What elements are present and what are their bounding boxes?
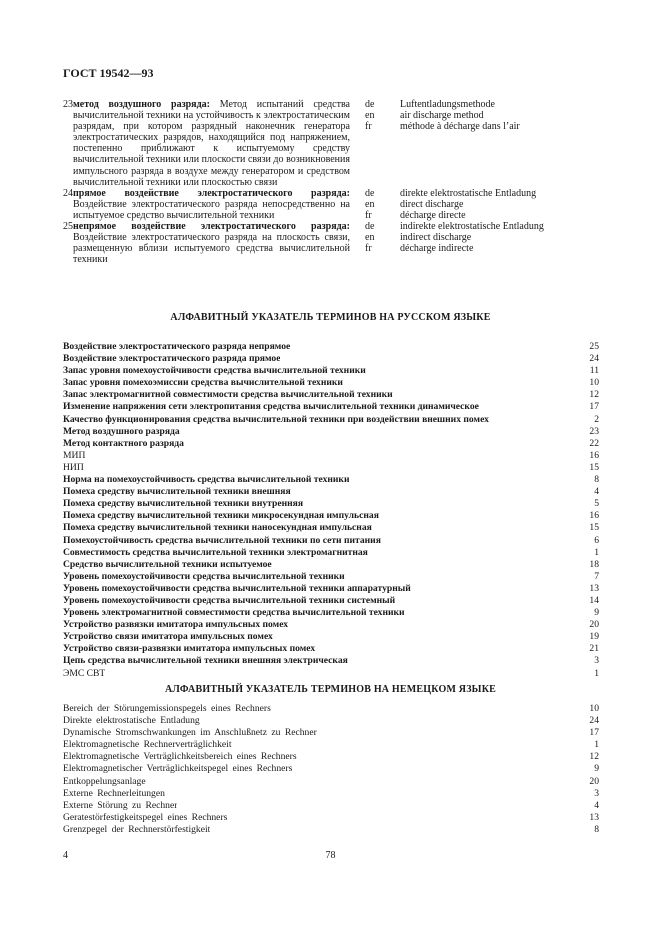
index-term-number: 9 <box>594 607 599 619</box>
index-entry <box>63 739 599 751</box>
index-term-number: 15 <box>589 461 599 473</box>
definition-text <box>73 188 350 221</box>
index-term-number: 13 <box>589 811 599 823</box>
definition-term: метод воздушного разряда: <box>73 99 210 110</box>
index-entry <box>63 763 599 775</box>
index-entry <box>63 751 599 763</box>
index-term-number: 12 <box>589 751 599 763</box>
index-entry <box>63 668 599 680</box>
index-entry <box>63 559 599 571</box>
index-entry <box>63 824 599 836</box>
index-term: Запас уровня помехоустойчивости средства вычислительной техники <box>63 365 366 377</box>
de-index-title: АЛФАВИТНЫЙ УКАЗАТЕЛЬ ТЕРМИНОВ НА НЕМЕЦКОМ ЯЗЫКЕ <box>164 684 497 695</box>
index-term: Уровень помехоустойчивости средства вычислительной техники аппаратурный <box>63 582 411 594</box>
index-term-number: 18 <box>589 558 599 570</box>
index-entry <box>63 727 599 739</box>
index-term: Grenzpegel der Rechnerstörfestigkeit <box>63 823 211 835</box>
foreign-equivalents: indirekte elektrostatische Entladung indirect discharge décharge indirecte <box>400 221 544 255</box>
index-entry <box>63 595 599 607</box>
index-term-number: 10 <box>589 703 599 714</box>
index-entry <box>63 776 599 788</box>
index-term: Помеха средству вычислительной техники микросекундная импульсная <box>63 510 379 522</box>
index-term: Воздействие электростатического разряда непрямое <box>63 341 291 352</box>
index-term-number: 14 <box>589 594 599 606</box>
index-term-number: 3 <box>594 787 599 799</box>
index-term: Запас уровня помехоэмиссии средства вычислительной техники <box>63 377 343 389</box>
definition-body: Воздействие электростатического разряда на плоскость связи, размещенную вблизи испытуемого средства вычислительной техники <box>73 232 350 266</box>
index-entry <box>63 389 599 401</box>
index-entry <box>63 619 599 631</box>
index-term: Уровень помехоустойчивости средства вычислительной техники системный <box>63 594 396 606</box>
index-entry <box>63 462 599 474</box>
index-term: Изменение напряжения сети электропитания средства вычислительной техники динамическое <box>63 401 479 413</box>
index-term: Уровень помехоустойчивости средства вычислительной техники <box>63 570 345 582</box>
definition-text <box>73 99 350 188</box>
index-term: Помеха средству вычислительной техники внутренняя <box>63 498 304 510</box>
index-term-number: 15 <box>589 522 599 534</box>
index-term: Цепь средства вычислительной техники внешняя электрическая <box>63 655 348 667</box>
index-term-number: 1 <box>594 667 599 679</box>
index-term: Geratestörfestigkeitspegel eines Rechners <box>63 811 228 823</box>
definition-number: 25 <box>63 221 73 233</box>
index-entry <box>63 583 599 595</box>
index-term: Устройство связи-развязки имитатора импульсных помех <box>63 643 316 655</box>
index-term-number: 19 <box>589 631 599 643</box>
index-term: Entkoppelungsanlage <box>63 775 146 787</box>
index-entry <box>63 800 599 812</box>
definition-entry <box>63 188 603 221</box>
index-term: Устройство развязки имитатора импульсных помех <box>63 619 289 631</box>
index-term: Elektromagnetische Rechnerverträglichkeit <box>63 739 232 751</box>
index-entry <box>63 377 599 389</box>
index-entry <box>63 450 599 462</box>
index-entry <box>63 353 599 365</box>
index-entry <box>63 486 599 498</box>
index-term: Метод воздушного разряда <box>63 425 180 437</box>
index-term: Уровень электромагнитной совместимости средства вычислительной техники <box>63 607 405 619</box>
index-term-number: 16 <box>589 510 599 522</box>
index-entry <box>63 655 599 667</box>
language-codes: de en fr <box>365 221 375 255</box>
index-term-number: 23 <box>589 425 599 437</box>
index-term: Средство вычислительной техники испытуемое <box>63 558 272 570</box>
definition-term: непрямое воздействие электростатического разряда: <box>73 221 350 233</box>
index-term: Норма на помехоустойчивость средства вычислительной техники <box>63 474 350 486</box>
definition-entry <box>63 99 603 188</box>
index-term: Direkte elektrostatische Entladung <box>63 715 200 727</box>
index-term: Externe Störung zu Rechner <box>63 799 178 811</box>
index-term-number: 20 <box>589 775 599 787</box>
index-term-number: 3 <box>594 655 599 667</box>
index-term: Качество функционирования средства вычислительной техники при воздействии внешних помех <box>63 413 489 425</box>
index-term: Запас электромагнитной совместимости средства вычислительной техники <box>63 389 393 401</box>
index-term-number: 5 <box>594 498 599 510</box>
index-entry <box>63 812 599 824</box>
index-entry <box>63 571 599 583</box>
foreign-equivalents: direkte elektrostatische Entladung direct discharge décharge directe <box>400 187 537 221</box>
index-entry <box>63 498 599 510</box>
index-term: Помеха средству вычислительной техники внешняя <box>63 486 291 498</box>
index-entry <box>63 631 599 643</box>
index-term-number: 22 <box>589 437 599 449</box>
definition-body: Метод испытаний средства вычислительной техники на устойчивость к электростатическим разрядам, при котором разрядный наконечник генератора электростатических разрядов, находящийся под напряжением, постепенно приближают к испытуемому средству вычислительной техники или плоскости связи до возникновения импульсного разряда в воздухе между генератором и средством вычислительной техники или плоскостью связи <box>73 99 350 188</box>
language-codes: de en fr <box>365 187 375 221</box>
definitions-block <box>63 99 603 265</box>
index-term: Externe Rechnerleitungen <box>63 787 165 799</box>
index-term: МИП <box>63 449 86 461</box>
index-term-number: 17 <box>589 401 599 413</box>
index-term: ЭМС СВТ <box>63 667 106 679</box>
index-entry <box>63 607 599 619</box>
de-index-list <box>63 703 599 836</box>
index-term-number: 1 <box>594 739 599 751</box>
document-header: ГОСТ 19542—93 <box>63 66 154 80</box>
index-entry <box>63 474 599 486</box>
index-term-number: 20 <box>589 619 599 631</box>
index-term-number: 8 <box>594 823 599 835</box>
index-entry <box>63 715 599 727</box>
index-entry <box>63 438 599 450</box>
index-term: Воздействие электростатического разряда прямое <box>63 353 281 365</box>
index-term: Совместимость средства вычислительной техники электромагнитная <box>63 546 368 558</box>
index-entry <box>63 547 599 559</box>
index-term: Устройство связи имитатора импульсных помех <box>63 631 273 643</box>
language-codes: de en fr <box>365 99 375 133</box>
index-term-number: 7 <box>594 570 599 582</box>
index-term-number: 6 <box>594 534 599 546</box>
index-entry <box>63 414 599 426</box>
definition-entry <box>63 221 603 265</box>
index-entry <box>63 703 599 715</box>
index-term: Метод контактного разряда <box>63 437 184 449</box>
index-term-number: 17 <box>589 727 599 739</box>
index-term: Elektromagnetischer Verträglichkeitspegel eines Rechners <box>63 763 293 775</box>
index-term-number: 25 <box>589 341 599 352</box>
ru-index-list <box>63 341 599 680</box>
index-term-number: 10 <box>589 377 599 389</box>
index-term-number: 4 <box>594 799 599 811</box>
index-term: Помехоустойчивость средства вычислительной техники по сети питания <box>63 534 381 546</box>
index-entry <box>63 522 599 534</box>
definition-number: 23 <box>63 99 73 110</box>
definition-body: Воздействие электростатического разряда непосредственно на испытуемое средство вычислительной техники <box>73 198 350 221</box>
index-entry <box>63 510 599 522</box>
foreign-equivalents: Luftentladungsmethode air discharge method méthode à décharge dans l’air <box>400 99 520 133</box>
index-term: Помеха средству вычислительной техники наносекундная импульсная <box>63 522 372 534</box>
index-term-number: 24 <box>589 353 599 365</box>
definition-term: прямое воздействие электростатического разряда: <box>73 187 350 199</box>
definition-text <box>73 221 350 265</box>
index-entry <box>63 426 599 438</box>
index-term-number: 4 <box>594 486 599 498</box>
index-term-number: 8 <box>594 474 599 486</box>
index-term-number: 2 <box>594 413 599 425</box>
index-term: Bereich der Störungemissionspegels eines Rechners <box>63 703 271 714</box>
page-number: 78 <box>325 850 336 861</box>
index-term: Elektromagnetische Verträglichkeitsbereich eines Rechners <box>63 751 297 763</box>
index-term-number: 1 <box>594 546 599 558</box>
index-term: Dynamische Stromschwankungen im Anschlußnetz zu Rechner <box>63 727 317 739</box>
index-entry <box>63 341 599 353</box>
definition-number: 24 <box>63 187 73 199</box>
index-entry <box>63 535 599 547</box>
index-term-number: 16 <box>589 449 599 461</box>
footer-edition-number: 4 <box>63 850 68 861</box>
index-term-number: 11 <box>589 365 599 377</box>
index-entry <box>63 788 599 800</box>
index-entry <box>63 643 599 655</box>
index-term: НИП <box>63 461 84 473</box>
index-term-number: 24 <box>589 715 599 727</box>
index-term-number: 13 <box>589 582 599 594</box>
index-term-number: 9 <box>594 763 599 775</box>
index-entry <box>63 365 599 377</box>
index-entry <box>63 401 599 413</box>
index-term-number: 21 <box>589 643 599 655</box>
ru-index-title: АЛФАВИТНЫЙ УКАЗАТЕЛЬ ТЕРМИНОВ НА РУССКОМ ЯЗЫКЕ <box>170 312 491 323</box>
index-term-number: 12 <box>589 389 599 401</box>
